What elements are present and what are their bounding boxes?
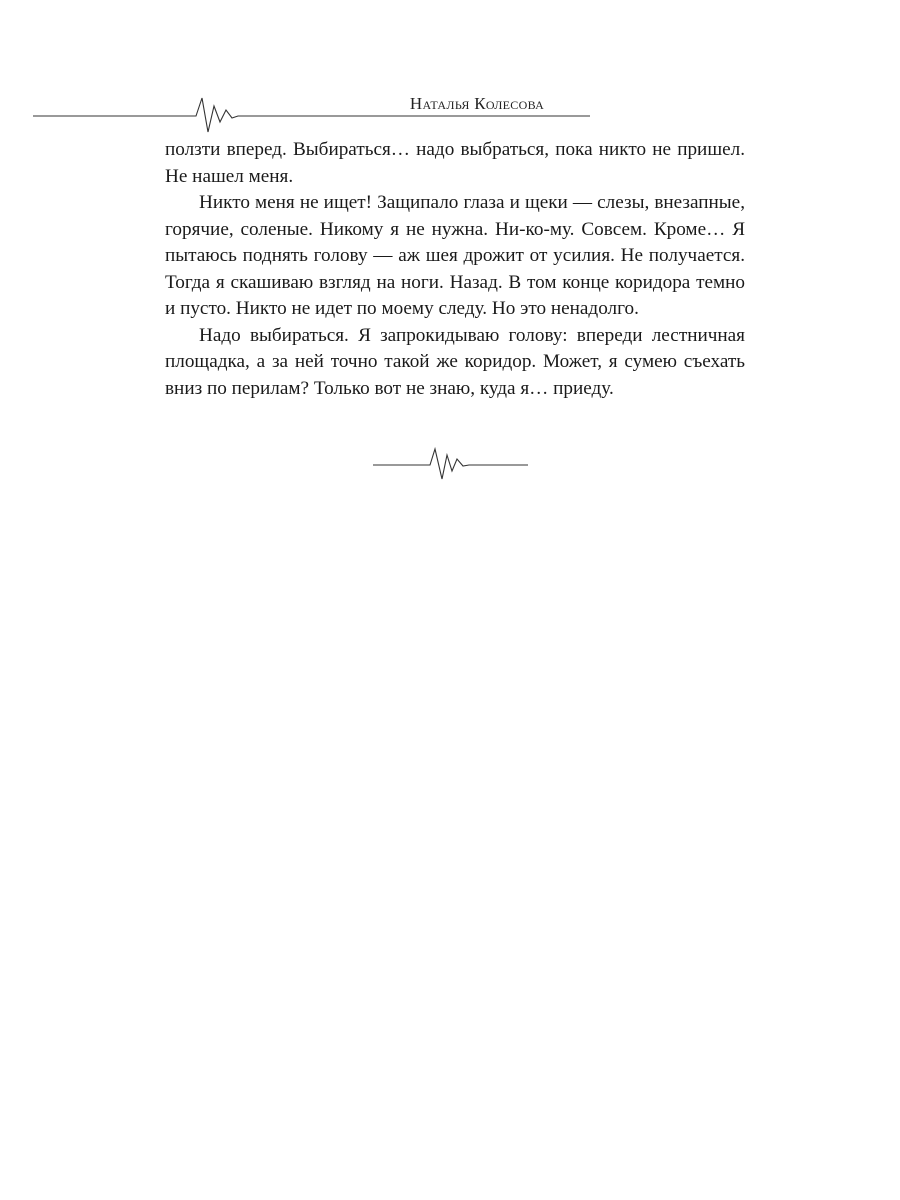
author-name: Наталья Колесова	[409, 94, 545, 113]
paragraph: ползти вперед. Выбираться… надо выбраться, пока никто не пришел. Не нашел меня.	[165, 139, 745, 187]
running-head	[30, 92, 600, 137]
paragraph: Никто меня не ищет! Защипало глаза и щеки — слезы, внезапные, горячие, соленые. Никому я не нужна. Ни-ко-му. Совсем. Кроме… Я пытаюсь поднять голову — аж шея дрожит от усилия. Не получается. Тогда я скашиваю взгляд на ноги. Назад. В том конце коридора темно и пусто. Никто не идет по моему следу. Но это ненадолго.	[165, 192, 745, 319]
heartbeat-line-icon	[372, 445, 532, 483]
section-break	[372, 445, 532, 483]
paragraph: Надо выбираться. Я запрокидываю голову: впереди лестничная площадка, а за ней точно такой же коридор. Может, я сумею съехать вниз по перилам? Только вот не знаю, куда я… приеду.	[165, 324, 745, 399]
body-text	[165, 137, 745, 402]
